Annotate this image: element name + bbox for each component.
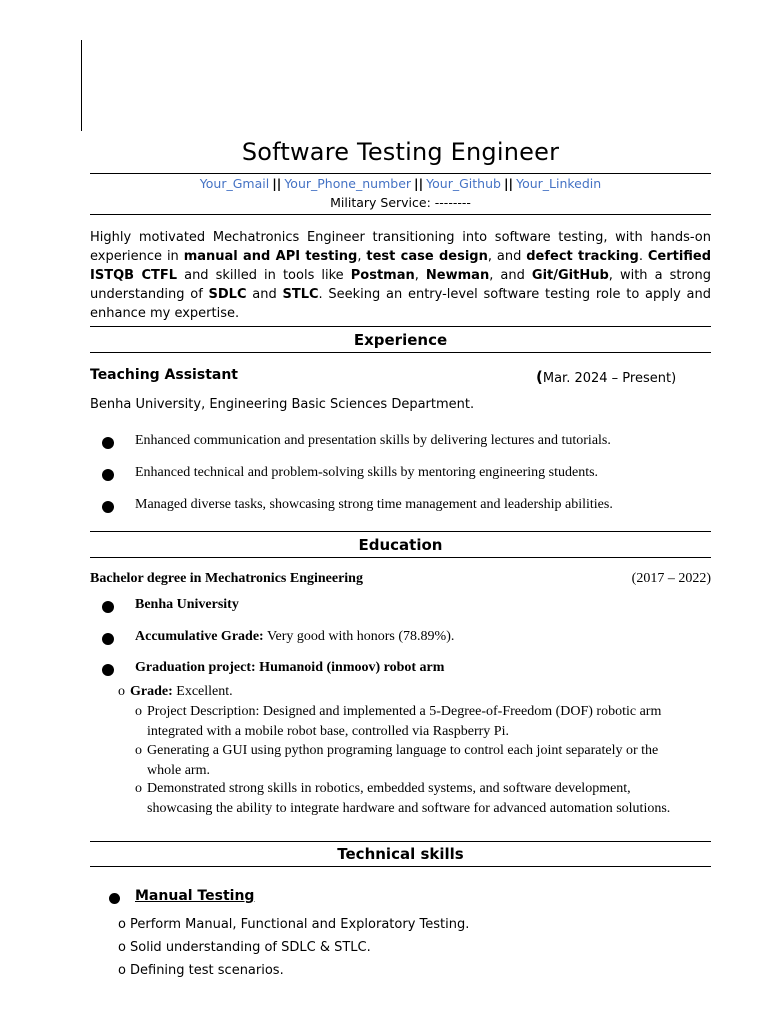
military-service: Military Service: --------: [330, 195, 471, 210]
gmail-link[interactable]: Your_Gmail: [199, 176, 270, 191]
bullet-icon: [102, 469, 114, 481]
phone-link[interactable]: Your_Phone_number: [284, 176, 412, 191]
bullet-icon: [109, 893, 120, 904]
separator: ||: [503, 176, 514, 191]
list-item: Enhanced communication and presentation skills by delivering lectures and tutorials.: [135, 433, 611, 448]
project-point: Generating a GUI using python programing language to control each joint separately or the whole arm.: [147, 743, 659, 778]
bullet-icon: [102, 501, 114, 513]
degree-date: (2017 – 2022): [631, 571, 711, 586]
job-title: Teaching Assistant: [90, 367, 238, 383]
section-rule: [90, 531, 711, 532]
sub-bullet-icon: o: [135, 704, 142, 719]
github-link[interactable]: Your_Github: [426, 176, 501, 191]
education-heading: Education: [358, 536, 443, 554]
summary-paragraph: Highly motivated Mechatronics Engineer transitioning into software testing, with hands-on experience in manual and API testing, test case design, and defect tracking. Certified ISTQB CTFL and skilled in tools like Postman, Newman, and Git/GitHub, with a strong understanding of SDLC and STLC. Seeking an entry-level software testing role to apply and enhance my expertise.: [90, 230, 712, 321]
graduation-project: Graduation project: Humanoid (inmoov) robot arm: [135, 660, 445, 675]
bullet-icon: [102, 601, 114, 613]
section-rule: [90, 326, 711, 327]
skill-item: Perform Manual, Functional and Exploratory Testing.: [130, 917, 470, 932]
bullet-icon: [102, 437, 114, 449]
skills-heading: Technical skills: [337, 845, 464, 863]
project-point: Project Description: Designed and implemented a 5-Degree-of-Freedom (DOF) robotic arm integrated with a mobile robot base, controlled via Raspberry Pi.: [147, 704, 662, 739]
grade-item: Accumulative Grade: Very good with honors (78.89%).: [135, 629, 455, 644]
university-name: Benha University: [135, 597, 239, 612]
section-rule: [90, 557, 711, 558]
skill-item: Solid understanding of SDLC & STLC.: [130, 940, 371, 955]
degree-title: Bachelor degree in Mechatronics Engineering: [90, 571, 363, 586]
sub-bullet-icon: o: [118, 917, 126, 932]
sub-bullet-icon: o: [118, 940, 126, 955]
experience-heading: Experience: [353, 331, 448, 349]
linkedin-link[interactable]: Your_Linkedin: [516, 176, 602, 191]
job-organization: Benha University, Engineering Basic Sciences Department.: [90, 397, 475, 412]
job-date: (Mar. 2024 – Present): [536, 368, 677, 386]
bullet-icon: [102, 633, 114, 645]
sub-bullet-icon: o: [135, 743, 142, 758]
bullet-icon: [102, 664, 114, 676]
sub-bullet-icon: o: [118, 963, 126, 978]
project-grade: Grade: Excellent.: [130, 684, 233, 699]
page-title: Software Testing Engineer: [241, 138, 560, 166]
separator: ||: [272, 176, 282, 191]
separator: ||: [414, 176, 424, 191]
sub-bullet-icon: o: [118, 684, 125, 699]
header-rule-bottom: [90, 214, 711, 215]
section-rule: [90, 841, 711, 842]
section-rule: [90, 352, 711, 353]
section-rule: [90, 866, 711, 867]
text-cursor: [81, 40, 82, 131]
sub-bullet-icon: o: [135, 781, 142, 796]
list-item: Managed diverse tasks, showcasing strong time management and leadership abilities.: [135, 497, 613, 512]
project-point: Demonstrated strong skills in robotics, embedded systems, and software development, showcasing the ability to integrate hardware and software for advanced automation solutions.: [147, 781, 671, 816]
skill-group-title: Manual Testing: [135, 888, 255, 904]
skill-item: Defining test scenarios.: [130, 963, 284, 978]
list-item: Enhanced technical and problem-solving skills by mentoring engineering students.: [135, 465, 599, 480]
header-rule-top: [90, 173, 711, 174]
contact-line: [90, 176, 711, 191]
